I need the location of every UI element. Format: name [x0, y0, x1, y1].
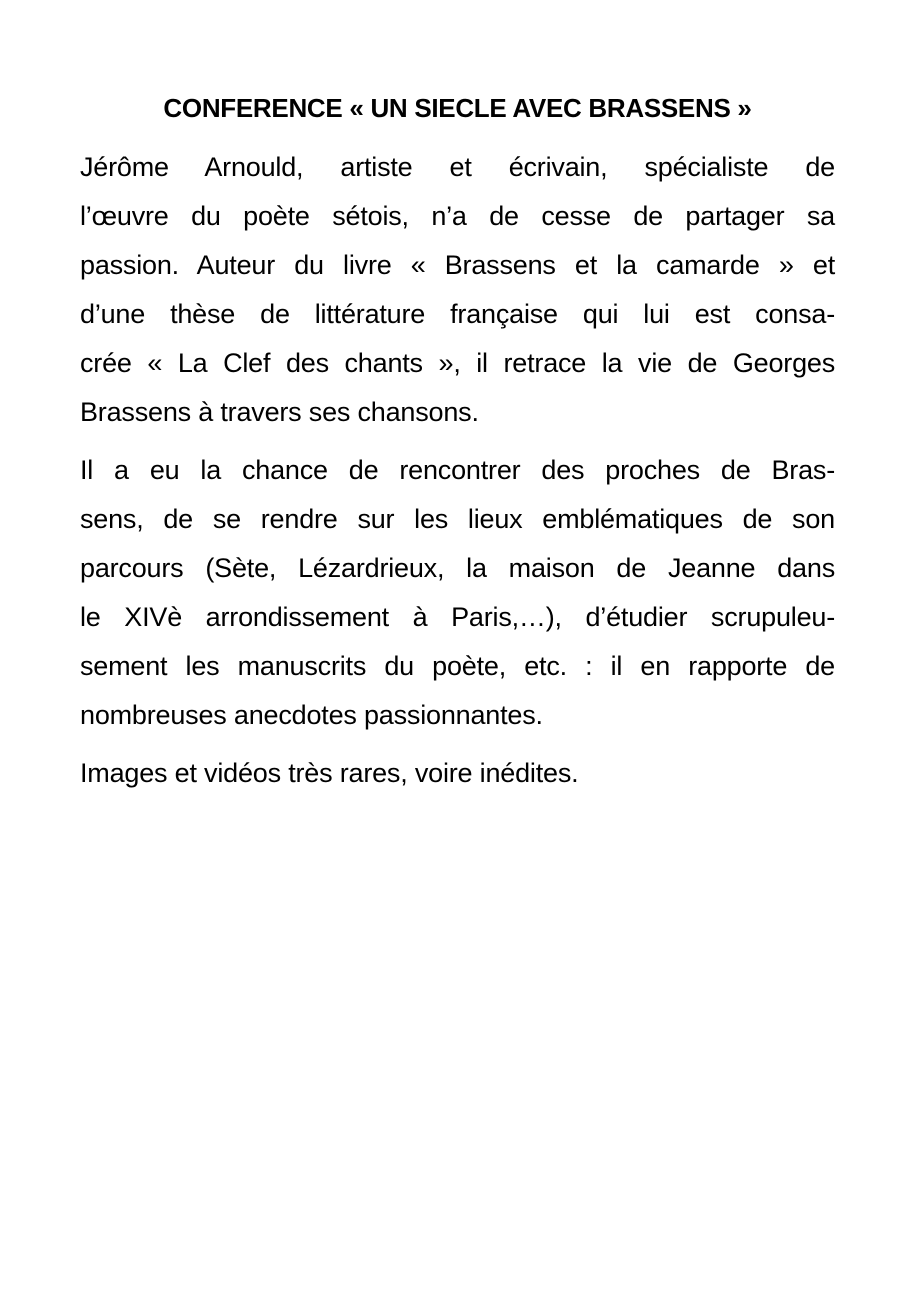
- text-line: d’une thèse de littérature française qui lui est consa-: [80, 299, 835, 329]
- text-line: Images et vidéos très rares, voire inédites.: [80, 758, 579, 788]
- text-line: le XIVè arrondissement à Paris,…), d’étudier scrupuleu-: [80, 602, 835, 632]
- text-line: Il a eu la chance de rencontrer des proches de Bras-: [80, 455, 835, 485]
- text-line: Brassens à travers ses chansons.: [80, 397, 479, 427]
- paragraph-details: [80, 446, 835, 740]
- text-line: passion. Auteur du livre « Brassens et la camarde » et: [80, 250, 835, 280]
- page-title: CONFERENCE « UN SIECLE AVEC BRASSENS »: [163, 93, 752, 123]
- paragraph-intro: [80, 143, 835, 437]
- text-line: Jérôme Arnould, artiste et écrivain, spécialiste de: [80, 152, 835, 182]
- text-line: nombreuses anecdotes passionnantes.: [80, 700, 543, 730]
- paragraph-media: [80, 749, 835, 798]
- text-line: sement les manuscrits du poète, etc. : il en rapporte de: [80, 651, 835, 681]
- text-line: sens, de se rendre sur les lieux emblématiques de son: [80, 504, 835, 534]
- text-line: l’œuvre du poète sétois, n’a de cesse de partager sa: [80, 201, 835, 231]
- text-line: crée « La Clef des chants », il retrace la vie de Georges: [80, 348, 835, 378]
- text-line: parcours (Sète, Lézardrieux, la maison de Jeanne dans: [80, 553, 835, 583]
